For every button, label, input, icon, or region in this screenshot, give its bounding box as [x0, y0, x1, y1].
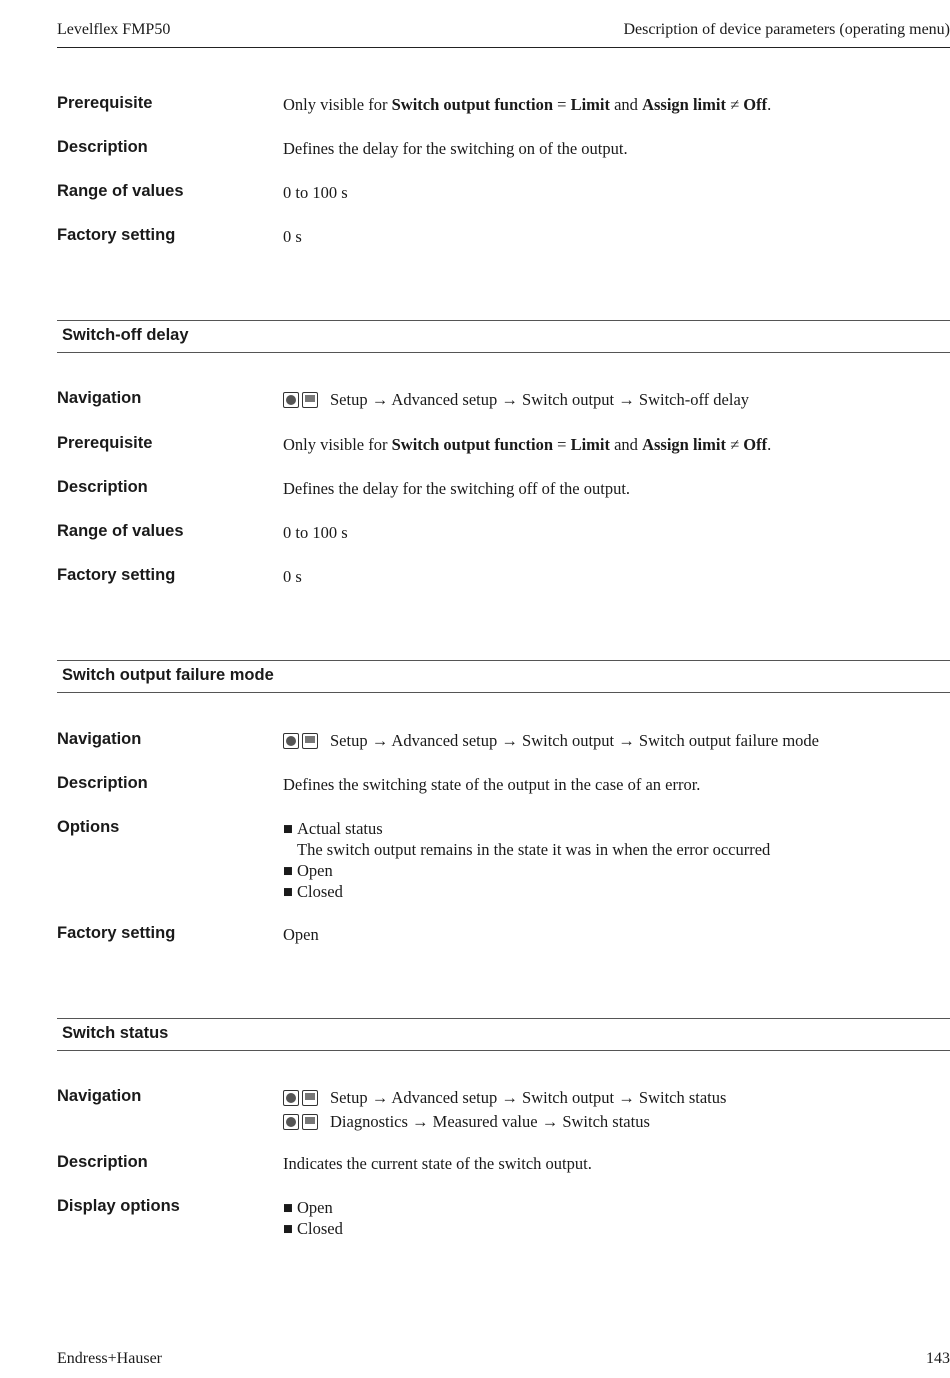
navigation-path: Setup → Advanced setup → Switch output → Switch-off delay: [283, 389, 749, 413]
section-switch-status: [57, 1018, 950, 1051]
header-divider: [57, 47, 950, 48]
section-title: Switch output failure mode: [62, 666, 274, 684]
list-item: ■ Closed: [283, 882, 343, 901]
prerequisite-text: Only visible for Switch output function = Limit and Assign limit ≠ Off.: [283, 95, 772, 114]
computer-operating-icon: [302, 392, 318, 408]
prerequisite-text: Only visible for Switch output function = Limit and Assign limit ≠ Off.: [283, 435, 772, 454]
label-range: Range of values: [57, 182, 184, 200]
description-text: Defines the switching state of the output in the case of an error.: [283, 775, 701, 794]
display-options-list: [283, 1197, 343, 1239]
display-operating-icon: [283, 392, 299, 408]
label-navigation: Navigation: [57, 730, 142, 748]
list-item: ■ Open: [283, 1198, 333, 1217]
section-switch-output-failure-mode: [57, 660, 950, 693]
menu-icons: [283, 1090, 321, 1111]
menu-icons: [283, 392, 321, 413]
list-item-note: The switch output remains in the state it was in when the error occurred: [297, 840, 771, 859]
label-display-options: Display options: [57, 1197, 180, 1215]
computer-operating-icon: [302, 1114, 318, 1130]
options-list: [283, 818, 770, 902]
label-options: Options: [57, 818, 120, 836]
navigation-path: Diagnostics → Measured value → Switch status: [283, 1111, 726, 1135]
list-item: ■ Open: [283, 861, 333, 880]
label-description: Description: [57, 478, 148, 496]
page-number: 143: [926, 1350, 950, 1367]
description-text: Defines the delay for the switching off of the output.: [283, 479, 631, 498]
factory-setting-value: Open: [283, 925, 319, 944]
label-factory-setting: Factory setting: [57, 566, 176, 584]
header-section-title: Description of device parameters (operating menu): [623, 21, 950, 38]
description-text: Indicates the current state of the switch output.: [283, 1154, 592, 1173]
header-product: Levelflex FMP50: [57, 21, 171, 38]
section-title: Switch-off delay: [62, 326, 189, 344]
label-description: Description: [57, 1153, 148, 1171]
navigation-path: Setup → Advanced setup → Switch output → Switch status: [283, 1087, 726, 1111]
label-factory-setting: Factory setting: [57, 226, 176, 244]
section-switch-off-delay: [57, 320, 950, 353]
navigation-path: Setup → Advanced setup → Switch output → Switch output failure mode: [283, 730, 819, 754]
description-text: Defines the delay for the switching on of the output.: [283, 139, 628, 158]
display-operating-icon: [283, 733, 299, 749]
label-navigation: Navigation: [57, 1087, 142, 1105]
footer-brand: Endress+Hauser: [57, 1350, 162, 1367]
menu-icons: [283, 733, 321, 754]
label-description: Description: [57, 138, 148, 156]
computer-operating-icon: [302, 733, 318, 749]
label-prerequisite: Prerequisite: [57, 434, 153, 452]
label-description: Description: [57, 774, 148, 792]
label-prerequisite: Prerequisite: [57, 94, 153, 112]
range-value: 0 to 100 s: [283, 183, 348, 202]
label-factory-setting: Factory setting: [57, 924, 176, 942]
list-item: ■ Actual status: [283, 819, 383, 838]
label-range: Range of values: [57, 522, 184, 540]
computer-operating-icon: [302, 1090, 318, 1106]
display-operating-icon: [283, 1114, 299, 1130]
factory-setting-value: 0 s: [283, 567, 302, 586]
label-navigation: Navigation: [57, 389, 142, 407]
display-operating-icon: [283, 1090, 299, 1106]
list-item: ■ Closed: [283, 1219, 343, 1238]
navigation-paths: [283, 1087, 726, 1135]
factory-setting-value: 0 s: [283, 227, 302, 246]
menu-icons: [283, 1114, 321, 1135]
range-value: 0 to 100 s: [283, 523, 348, 542]
section-title: Switch status: [62, 1024, 169, 1042]
